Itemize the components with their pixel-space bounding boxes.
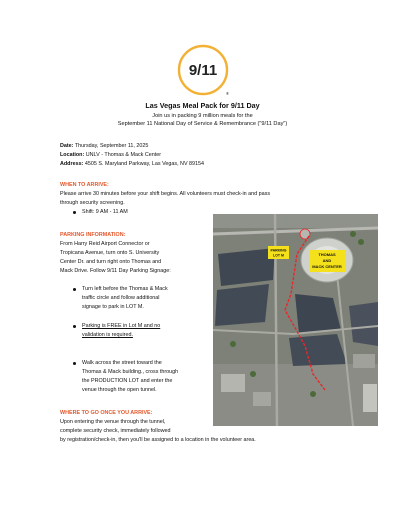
bullet-2-line-2: validation is required. [82,332,133,338]
bullet-3-line-2: Thomas & Mack building., cross through [82,369,179,375]
parking-heading: PARKING INFORMATION: [60,232,126,238]
where-line-3: by registration/check-in, then you'll be assigned to a location in the volunteer area. [60,437,256,443]
parking-line-1: From Harry Reid Airport Connector or [60,241,150,247]
bullet-3-line-3: the PRODUCTION LOT and enter the [82,378,173,384]
arrive-heading: WHEN TO ARRIVE: [60,182,109,188]
parking-line-3: Center Dr. and turn right onto Thomas and [60,259,162,265]
date-row [60,143,148,149]
arrive-line-2: through security screening. [60,200,125,206]
parking-map [213,214,378,426]
location-row [60,152,161,158]
parking-label-line-2: LOT M [273,253,284,258]
location-label: Location: [60,152,85,158]
where-line-1: Upon entering the venue through the tunnel, [60,419,166,425]
page-title: Las Vegas Meal Pack for 9/11 Day [145,101,260,110]
bullet-2-line-1: Parking is FREE in Lot M and no [82,323,161,329]
address-row [60,161,204,167]
bullet-1-line-1: Turn left before the Thomas & Mack [82,286,168,292]
where-heading: WHERE TO GO ONCE YOU ARRIVE: [60,410,153,416]
logo-text: 9/11 [188,62,218,79]
venue-label-line-3: MACK CENTER [312,264,342,269]
bullet-1-line-3: signage to park in LOT M. [82,304,144,310]
bullet-1-line-2: traffic circle and follow additional [82,295,160,301]
date-value: Thursday, September 11, 2025 [74,143,149,149]
registered-mark: ® [226,91,229,96]
bullet-3-line-1: Walk across the street toward the [82,360,162,366]
subtitle-line-1: Join us in packing 9 million meals for the [152,113,253,119]
subtitle-line-2: September 11 National Day of Service & Remembrance ("9/11 Day") [117,121,288,127]
shift-item: Shift: 9 AM - 11 AM [82,209,128,215]
parking-line-2: Tropicana Avenue, turn onto S. University [60,250,160,256]
bullet-dot [73,325,76,328]
date-label: Date: [60,143,74,149]
address-label: Address: [60,161,84,167]
bullet-dot [73,362,76,365]
event-logo [177,44,229,96]
parking-line-4: Mack Drive. Follow 9/11 Day Parking Signage: [60,268,171,274]
bullet-dot [73,288,76,291]
bullet-dot [73,211,76,214]
where-line-2: complete security check, immediately followed [60,428,171,434]
venue-label-line-2: AND [322,258,332,263]
address-value: 4505 S. Maryland Parkway, Las Vegas, NV 89154 [84,161,205,167]
bullet-3-line-4: venue through the open tunnel. [82,387,157,393]
arrive-line-1: Please arrive 30 minutes before your shift begins. All volunteers must check-in and pass [60,191,271,197]
venue-label-line-1: THOMAS [318,252,336,257]
parking-label-line-1: PARKING [270,248,287,253]
location-value: UNLV - Thomas & Mack Center [85,152,162,158]
